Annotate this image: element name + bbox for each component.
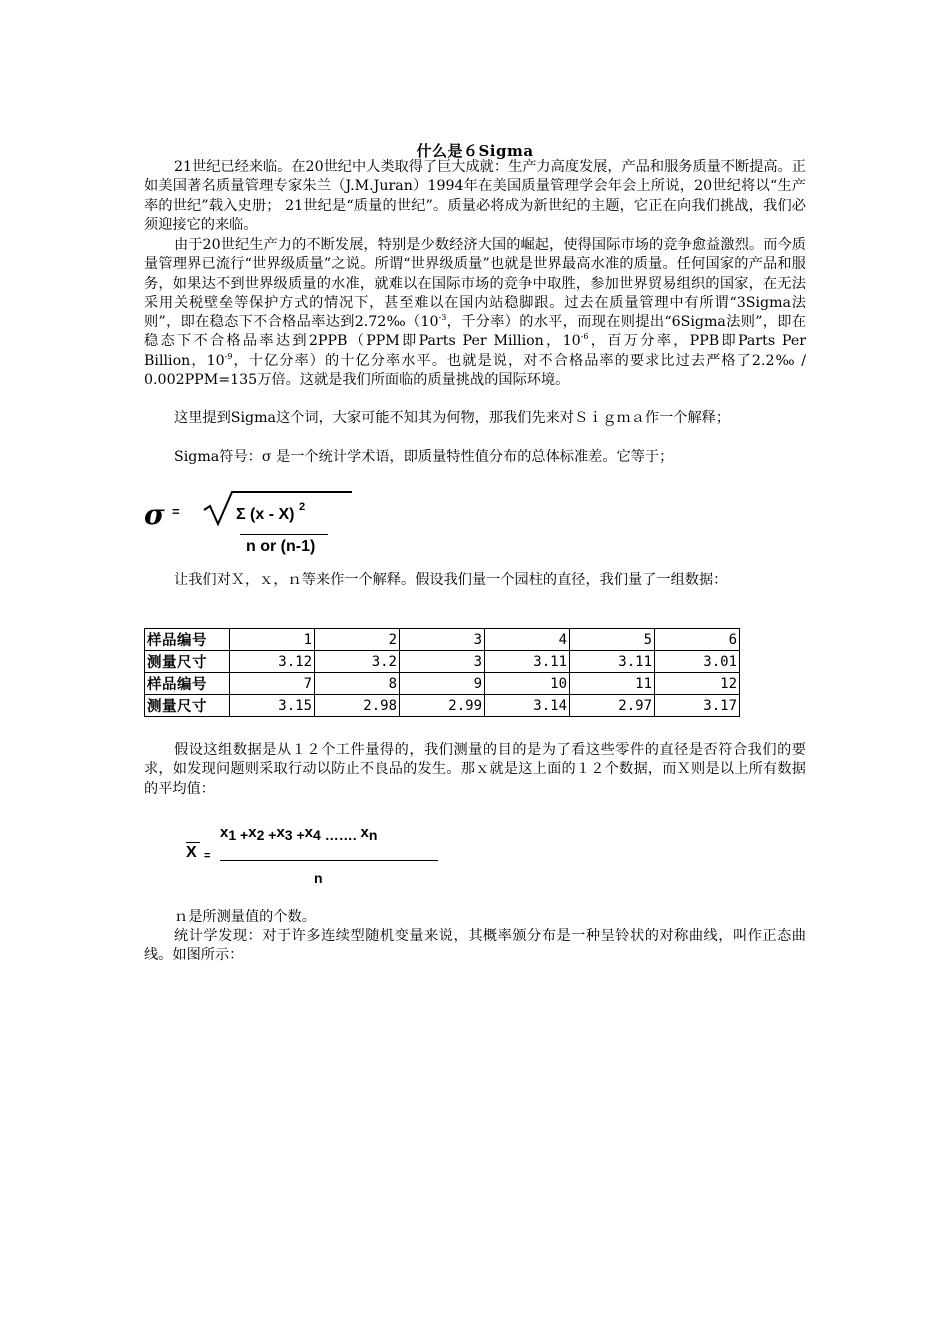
overline <box>186 842 200 843</box>
subscript: 3 <box>284 827 293 843</box>
exponent: -6 <box>580 332 589 342</box>
plus-sign: + <box>268 827 277 843</box>
table-cell: 6 <box>655 629 740 651</box>
table-cell: 3.11 <box>485 651 570 673</box>
exponent: -3 <box>438 313 447 323</box>
paragraph-text: ，百万分率，PPB即Parts Per Billion，10 <box>144 333 807 369</box>
var-x: x <box>220 824 229 841</box>
subscript: 4 <box>313 827 321 843</box>
table-cell: 3.15 <box>230 695 315 717</box>
formula-numerator <box>236 501 306 524</box>
formula-numerator <box>220 824 377 843</box>
table-row <box>145 651 740 673</box>
paragraph-world-class-quality <box>144 236 806 390</box>
subscript: n <box>368 827 378 843</box>
numerator-text: Σ (x - X) <box>236 506 295 523</box>
table-cell: 3 <box>400 629 485 651</box>
plus-sign: + <box>296 827 305 843</box>
equals-sign: = <box>172 504 180 519</box>
sigma-symbol: σ <box>144 498 165 531</box>
table-cell: 2.99 <box>400 695 485 717</box>
paragraph-intro: 21世纪已经来临。在20世纪中人类取得了巨大成就：生产力高度发展，产品和服务质量不断提高。正如美国著名质量管理专家朱兰（J.M.Juran）1994年在美国质量管理学会年会上所说，20世纪将以“生产率的世纪”载入史册； 21世纪是“质量的世纪”。质量必将成为新世纪的主题，它正在向我们挑战，我们必须迎接它的来临。 <box>144 159 806 233</box>
var-x: x <box>248 824 257 841</box>
subscript: 2 <box>256 827 265 843</box>
table-row <box>145 695 740 717</box>
plus-sign: + <box>240 827 249 843</box>
table-row <box>145 629 740 651</box>
paragraph-twelve-parts: 假设这组数据是从１２个工件量得的，我们测量的目的是为了看这些零件的直径是否符合我们的要求，如发现问题则采取行动以防止不良品的发生。那ｘ就是这上面的１２个数据，而Ｘ则是以上所有数据的平均值： <box>144 742 806 797</box>
table-cell: 2 <box>315 629 400 651</box>
table-cell: 8 <box>315 673 400 695</box>
measurement-table <box>144 628 740 717</box>
table-cell: 9 <box>400 673 485 695</box>
table-cell: 3.12 <box>230 651 315 673</box>
sigma-formula <box>144 490 364 570</box>
table-cell: 2.97 <box>570 695 655 717</box>
row-header: 样品编号 <box>145 673 230 695</box>
mean-symbol: X <box>186 844 197 861</box>
var-x: x <box>276 824 285 841</box>
table-cell: 3.01 <box>655 651 740 673</box>
exponent: -9 <box>224 351 233 361</box>
fraction-bar <box>220 860 438 861</box>
table-cell: 3.14 <box>485 695 570 717</box>
row-header: 样品编号 <box>145 629 230 651</box>
table-cell: 3 <box>400 651 485 673</box>
table-cell: 2.98 <box>315 695 400 717</box>
var-x: x <box>304 824 313 841</box>
paragraph-n-definition: ｎ是所测量值的个数。 <box>174 909 316 925</box>
row-header: 测量尺寸 <box>145 651 230 673</box>
table-cell: 12 <box>655 673 740 695</box>
table-cell: 3.17 <box>655 695 740 717</box>
table-cell: 4 <box>485 629 570 651</box>
table-cell: 7 <box>230 673 315 695</box>
paragraph-text: ，十亿分率）的十亿分率水平。也就是说，对不合格品率的要求比过去严格了2.2‰ / 0.002PPM=135万倍。这就是我们所面临的质量挑战的国际环境。 <box>144 352 806 389</box>
paragraph-text: ，千分率）的水平，而现在则提出“6Sigma法则”，即在稳态下不合格品率达到2PPB（PPM即Parts Per Million，10 <box>144 314 806 350</box>
table-cell: 3.2 <box>315 651 400 673</box>
table-row <box>145 673 740 695</box>
table-cell: 10 <box>485 673 570 695</box>
equals-sign: = <box>204 850 211 862</box>
var-x: x <box>360 824 369 841</box>
row-header: 测量尺寸 <box>145 695 230 717</box>
table-cell: 11 <box>570 673 655 695</box>
paragraph-explain-data: 让我们对Ｘ，ｘ，ｎ等来作一个解释。假设我们量一个园柱的直径，我们量了一组数据： <box>174 572 728 588</box>
fraction-bar <box>240 534 328 535</box>
page-title: 什么是６Sigma <box>416 142 534 160</box>
paragraph-text: 由于20世纪生产力的不断发展，特别是少数经济大国的崛起，使得国际市场的竞争愈益激烈。而今质量管理界已流行“世界级质量”之说。所谓“世界级质量”也就是世界最高水准的质量。任何国家的产品和服务，如果达不到世界级质量的水准，就难以在国际市场的竞争中取胜，参加世界贸易组织的国家，在无法采用关税壁垒等保护方式的情况下，甚至难以在国内站稳脚跟。过去在质量管理中有所谓“3Sigma法则”，即在稳态下不合格品率达到2.72‰（10 <box>144 237 806 331</box>
formula-denominator: n or (n-1) <box>246 538 316 555</box>
table-cell: 5 <box>570 629 655 651</box>
numerator-exponent: 2 <box>298 501 306 513</box>
subscript: 1 <box>228 827 237 843</box>
table-cell: 1 <box>230 629 315 651</box>
table-cell: 3.11 <box>570 651 655 673</box>
mean-formula <box>186 820 446 890</box>
paragraph-sigma-intro: 这里提到Sigma这个词，大家可能不知其为何物，那我们先来对Ｓｉｇｍａ作一个解释； <box>174 410 731 426</box>
formula-denominator: n <box>314 870 323 886</box>
paragraph-normal-curve: 统计学发现：对于许多连续型随机变量来说，其概率颁分布是一种呈铃状的对称曲线，叫作正态曲线。如图所示： <box>144 928 806 964</box>
paragraph-sigma-symbol: Sigma符号：σ 是一个统计学术语，即质量特性值分布的总体标准差。它等于； <box>174 449 674 465</box>
ellipsis: ……. <box>324 827 357 843</box>
